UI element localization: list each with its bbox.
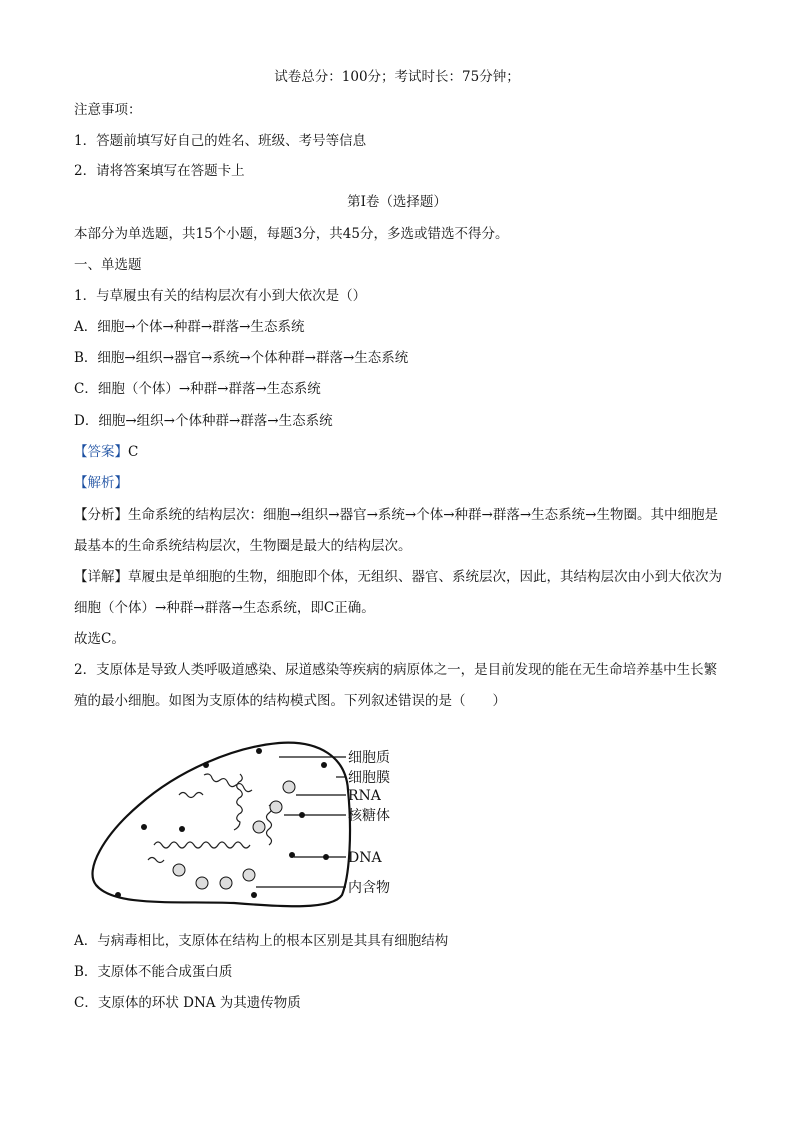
- label-inclusion: 内含物: [348, 880, 390, 896]
- q1-stem: 1．与草履虫有关的结构层次有小到大依次是（）: [74, 288, 367, 304]
- q2-option-a: A．与病毒相比，支原体在结构上的根本区别是其具有细胞结构: [74, 933, 449, 949]
- answer-tag: 【答案】: [74, 444, 128, 460]
- fenxi-text: 生命系统的结构层次：细胞→组织→器官→系统→个体→种群→群落→生态系统→生物圈。其中细胞是最基本的生命系统结构层次，生物圈是最大的结构层次。: [74, 507, 718, 554]
- inclusion: [203, 762, 209, 768]
- ribosome: [270, 801, 282, 813]
- q1-fenxi: [74, 500, 724, 562]
- ribosome: [243, 869, 255, 881]
- ribosome: [283, 781, 295, 793]
- note-1: 1．答题前填写好自己的姓名、班级、考号等信息: [74, 133, 367, 149]
- q2-option-c: C．支原体的环状 DNA 为其遗传物质: [74, 995, 301, 1011]
- section-title: 第Ⅰ卷（选择题）: [347, 194, 447, 210]
- q1-conclusion: 故选C。: [74, 631, 125, 647]
- xiangjie-tag: 【详解】: [74, 569, 128, 585]
- note-2: 2．请将答案填写在答题卡上: [74, 163, 245, 179]
- q1-xiangjie: [74, 562, 724, 624]
- q1-option-b: B．细胞→组织→器官→系统→个体种群→群落→生态系统: [74, 350, 409, 366]
- inclusion: [179, 826, 185, 832]
- inclusion: [115, 892, 121, 898]
- dna-strand: [154, 774, 252, 848]
- xiangjie-text: 草履虫是单细胞的生物，细胞即个体，无组织、器官、系统层次，因此，其结构层次由小到大依次为细胞（个体）→种群→群落→生态系统，即C正确。: [74, 569, 722, 616]
- ribosome: [220, 877, 232, 889]
- inclusion: [321, 762, 327, 768]
- label-cytoplasm: 细胞质: [348, 750, 390, 766]
- q1-option-d: D．细胞→组织→个体种群→群落→生态系统: [74, 413, 333, 429]
- inclusion: [141, 824, 147, 830]
- notes-title: 注意事项：: [74, 102, 142, 118]
- label-dna: DNA: [348, 850, 382, 866]
- label-ribosome: 核糖体: [348, 808, 390, 824]
- ribosome: [196, 877, 208, 889]
- label-rna: RNA: [348, 788, 381, 804]
- q2-option-b: B．支原体不能合成蛋白质: [74, 964, 233, 980]
- q1-answer: [74, 443, 138, 461]
- q1-option-c: C．细胞（个体）→种群→群落→生态系统: [74, 381, 321, 397]
- section-description: 本部分为单选题，共15个小题，每题3分，共45分，多选或错选不得分。: [74, 226, 509, 242]
- inclusion: [251, 892, 257, 898]
- answer-value: C: [128, 444, 139, 460]
- ribosome: [253, 821, 265, 833]
- q2-stem: 2．支原体是导致人类呼吸道感染、尿道感染等疾病的病原体之一，是目前发现的能在无生命培养基中生长繁殖的最小细胞。如图为支原体的结构模式图。下列叙述错误的是（ ）: [74, 662, 718, 709]
- fenxi-tag: 【分析】: [74, 507, 128, 523]
- exam-info: 试卷总分：100分；考试时长：75分钟；: [274, 69, 520, 85]
- mycoplasma-diagram: [84, 735, 414, 915]
- q1-option-a: A．细胞→个体→种群→群落→生态系统: [74, 319, 305, 335]
- ribosome: [173, 864, 185, 876]
- label-cell-membrane: 细胞膜: [348, 770, 390, 786]
- inclusion: [256, 748, 262, 754]
- part-title: 一、单选题: [74, 257, 142, 273]
- analysis-tag: 【解析】: [74, 475, 128, 491]
